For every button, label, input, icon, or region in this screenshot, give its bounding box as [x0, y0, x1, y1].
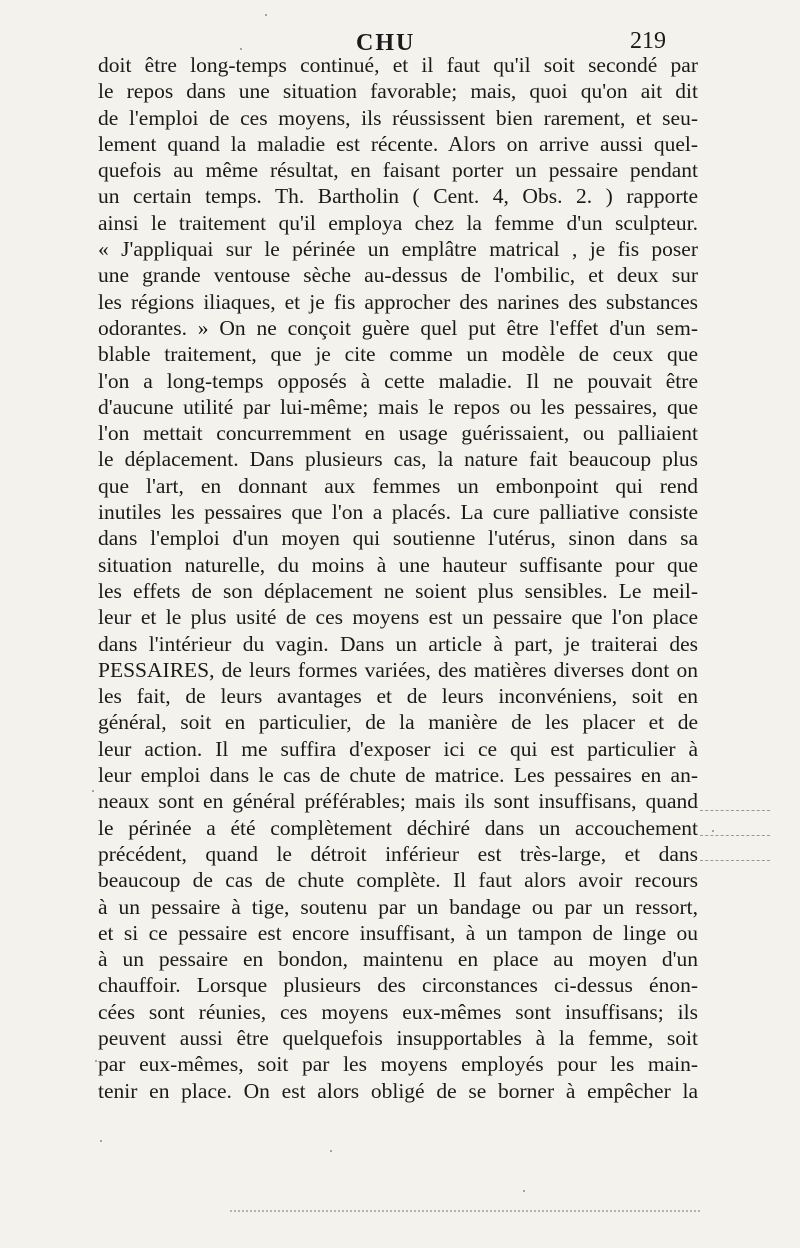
text-line: une grande ventouse sèche au-dessus de l'ombilic, et deux sur [98, 263, 698, 288]
paper-speck [240, 48, 242, 50]
text-line: de l'emploi de ces moyens, ils réussissent bien rarement, et seu- [98, 105, 698, 130]
text-line: que l'art, en donnant aux femmes un embonpoint qui rend [98, 473, 698, 498]
paper-speck [330, 1150, 332, 1152]
text-line: « J'appliquai sur le périnée un emplâtre matrical , je fis poser [98, 237, 698, 262]
text-line: quefois au même résultat, en faisant porter un pessaire pendant [98, 158, 698, 183]
margin-mark [700, 860, 770, 863]
text-line: dans l'intérieur du vagin. Dans un article à part, je traiterai des [98, 631, 698, 656]
text-line: tenir en place. On est alors obligé de se borner à empêcher la [98, 1078, 698, 1103]
paper-speck [712, 830, 714, 832]
text-line: blable traitement, que je cite comme un modèle de ceux que [98, 342, 698, 367]
text-line: général, soit en particulier, de la manière de les placer et de [98, 710, 698, 735]
text-line: à un pessaire à tige, soutenu par un bandage ou par un ressort, [98, 894, 698, 919]
text-line: l'on mettait concurremment en usage guérissaient, ou palliaient [98, 421, 698, 446]
text-line: le périnée a été complètement déchiré dans un accouchement [98, 815, 698, 840]
text-line: chauffoir. Lorsque plusieurs des circonstances ci-dessus énon- [98, 973, 698, 998]
margin-mark [700, 835, 770, 838]
margin-mark [700, 810, 770, 813]
margin-bleed-marks [700, 810, 790, 885]
text-line: à un pessaire en bondon, maintenu en place au moyen d'un [98, 947, 698, 972]
text-line: et si ce pessaire est encore insuffisant, à un tampon de linge ou [98, 920, 698, 945]
text-line: les fait, de leurs avantages et de leurs inconvéniens, soit en [98, 684, 698, 709]
text-line: les effets de son déplacement ne soient plus sensibles. Le meil- [98, 578, 698, 603]
paper-speck [92, 790, 94, 792]
paper-speck [100, 1140, 102, 1142]
text-line: leur emploi dans le cas de chute de matrice. Les pessaires en an- [98, 763, 698, 788]
text-line: neaux sont en général préférables; mais ils sont insuffisans, quand [98, 789, 698, 814]
text-line: odorantes. » On ne conçoit guère quel put être l'effet d'un sem- [98, 315, 698, 340]
text-line: les régions iliaques, et je fis approcher des narines des substances [98, 289, 698, 314]
text-line: ainsi le traitement qu'il employa chez la femme d'un sculpteur. [98, 210, 698, 235]
bleed-through-rule [230, 1210, 700, 1212]
text-line: leur et le plus usité de ces moyens est un pessaire que l'on place [98, 605, 698, 630]
text-line: leur action. Il me suffira d'exposer ici ce qui est particulier à [98, 736, 698, 761]
text-line: cées sont réunies, ces moyens eux-mêmes sont insuffisans; ils [98, 999, 698, 1024]
text-line: lement quand la maladie est récente. Alors on arrive aussi quel- [98, 131, 698, 156]
text-line: PESSAIRES, de leurs formes variées, des matières diverses dont on [98, 657, 698, 682]
paper-speck [265, 14, 267, 16]
text-line: inutiles les pessaires que l'on a placés. La cure palliative consiste [98, 500, 698, 525]
text-line: d'aucune utilité par lui-même; mais le repos ou les pessaires, que [98, 394, 698, 419]
text-line: un certain temps. Th. Bartholin ( Cent. 4, Obs. 2. ) rapporte [98, 184, 698, 209]
text-line: doit être long-temps continué, et il faut qu'il soit secondé par [98, 53, 698, 77]
text-line: précédent, quand le détroit inférieur est très-large, et dans [98, 841, 698, 866]
page-header-title: CHU [356, 30, 416, 56]
text-line: peuvent aussi être quelquefois insupportables à la femme, soit [98, 1025, 698, 1050]
text-line: par eux-mêmes, soit par les moyens employés pour les main- [98, 1052, 698, 1077]
body-text [98, 52, 698, 1104]
text-line: beaucoup de cas de chute complète. Il faut alors avoir recours [98, 868, 698, 893]
text-line: le déplacement. Dans plusieurs cas, la nature fait beaucoup plus [98, 447, 698, 472]
paper-speck [95, 1060, 97, 1062]
text-line: l'on a long-temps opposés à cette maladie. Il ne pouvait être [98, 368, 698, 393]
text-line: situation naturelle, du moins à une hauteur suffisante pour que [98, 552, 698, 577]
page-number: 219 [630, 28, 666, 54]
paper-speck [523, 1190, 525, 1192]
text-line: dans l'emploi d'un moyen qui soutienne l'utérus, sinon dans sa [98, 526, 698, 551]
text-line: le repos dans une situation favorable; mais, quoi qu'on ait dit [98, 79, 698, 104]
